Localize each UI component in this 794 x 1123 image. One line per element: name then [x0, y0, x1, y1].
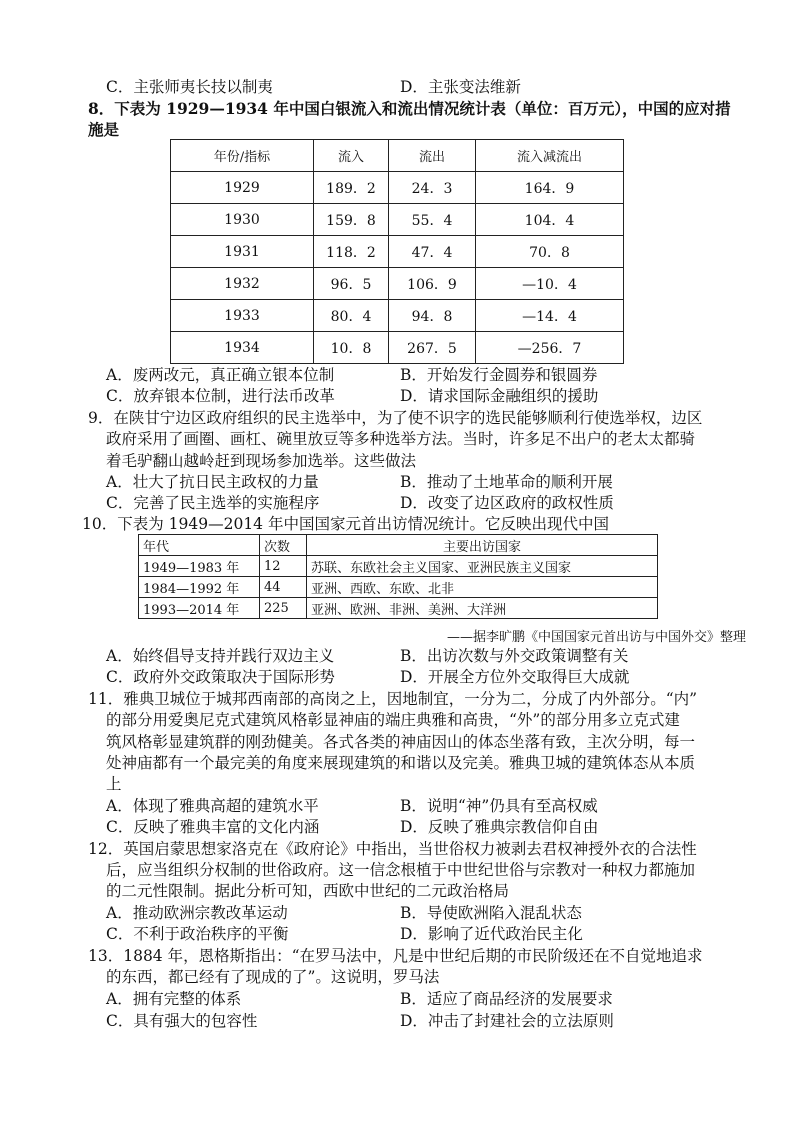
table-cell: 164．9: [476, 172, 624, 204]
table-cell: 10．8: [314, 332, 389, 364]
q9-stem-line2: 政府采用了画圈、画杠、碗里放豆等多种选举方法。当时，许多足不出户的老太太都骑: [106, 430, 696, 448]
q12-stem-line3: 的二元性限制。据此分析可知，西欧中世纪的二元政治格局: [106, 882, 510, 900]
q9-stem-line3: 着毛驴翻山越岭赶到现场参加选举。这些做法: [106, 452, 417, 470]
table-row: [171, 172, 624, 204]
q8-option-c: C．放弃银本位制，进行法币改革: [106, 387, 335, 405]
table-cell: —14．4: [476, 300, 624, 332]
table-row: [139, 577, 658, 598]
table-cell: 1931: [171, 236, 314, 268]
table-header-row: [171, 140, 624, 172]
q9-option-b: B．推动了土地革命的顺利开展: [400, 473, 613, 491]
table-cell: 1984—1992 年: [139, 577, 260, 598]
table-header-cell: 年代: [139, 535, 260, 556]
q9-option-a: A．壮大了抗日民主政权的力量: [106, 473, 319, 491]
table-cell: 亚洲、欧洲、非洲、美洲、大洋洲: [307, 598, 658, 619]
table-cell: 118．2: [314, 236, 389, 268]
q8-option-d: D．请求国际金融组织的援助: [400, 387, 599, 405]
table-row: [171, 268, 624, 300]
q13-option-d: D．冲击了封建社会的立法原则: [400, 1012, 614, 1030]
q10-source-note: ——据李旷鹏《中国国家元首出访与中国外交》整理: [446, 630, 746, 645]
q9-stem-line1: 9．在陕甘宁边区政府组织的民主选举中，为了使不识字的选民能够顺利行使选举权，边区: [88, 409, 703, 427]
q7-option-d: D．主张变法维新: [400, 78, 521, 96]
q12-option-d: D．影响了近代政治民主化: [400, 925, 583, 943]
table-cell: 1932: [171, 268, 314, 300]
q10-stem: 10．下表为 1949—2014 年中国国家元首出访情况统计。它反映出现代中国: [82, 515, 609, 533]
table-row: [171, 204, 624, 236]
table-cell: 267．5: [389, 332, 476, 364]
table-cell: 189．2: [314, 172, 389, 204]
table-cell: 80．4: [314, 300, 389, 332]
table-row: [171, 332, 624, 364]
table-cell: 106．9: [389, 268, 476, 300]
q10-option-b: B．出访次数与外交政策调整有关: [400, 647, 629, 665]
q13-option-a: A．拥有完整的体系: [106, 990, 242, 1008]
q10-option-d: D．开展全方位外交取得巨大成就: [400, 668, 630, 686]
q9-option-d: D．改变了边区政府的政权性质: [400, 494, 614, 512]
table-cell: 1933: [171, 300, 314, 332]
table-header-row: [139, 535, 658, 556]
table-cell: 1930: [171, 204, 314, 236]
q11-stem-line2: 的部分用爱奥尼克式建筑风格彰显神庙的端庄典雅和高贵，“外”的部分用多立克式建: [106, 711, 680, 729]
table-cell: 12: [260, 556, 307, 577]
q11-stem-line1: 11．雅典卫城位于城邦西南部的高岗之上，因地制宜，一分为二，分成了内外部分。“内”: [88, 690, 698, 708]
table-header-cell: 流入: [314, 140, 389, 172]
table-cell: 159．8: [314, 204, 389, 236]
table-cell: 亚洲、西欧、东欧、北非: [307, 577, 658, 598]
table-cell: 104．4: [476, 204, 624, 236]
q13-stem-line2: 的东西，都已经有了现成的了”。这说明，罗马法: [106, 968, 440, 986]
q11-stem-line4: 处神庙都有一个最完美的角度来展现建筑的和谐以及完美。雅典卫城的建筑体态从本质: [106, 754, 696, 772]
q10-option-c: C．政府外交政策取决于国际形势: [106, 668, 335, 686]
q12-stem-line2: 后，应当组织分权制的世俗政府。这一信念根植于中世纪世俗与宗教对一种权力都施加: [106, 861, 696, 879]
table-cell: 1934: [171, 332, 314, 364]
table-cell: 苏联、东欧社会主义国家、亚洲民族主义国家: [307, 556, 658, 577]
table-cell: 70．8: [476, 236, 624, 268]
q11-option-a: A．体现了雅典高超的建筑水平: [106, 797, 319, 815]
q13-option-b: B．适应了商品经济的发展要求: [400, 990, 613, 1008]
table-cell: —256．7: [476, 332, 624, 364]
table-cell: 96．5: [314, 268, 389, 300]
table-row: [139, 598, 658, 619]
q12-option-b: B．导使欧洲陷入混乱状态: [400, 904, 582, 922]
q11-stem-line3: 筑风格彰显建筑群的刚劲健美。各式各类的神庙因山的体态坐落有致，主次分明，每一: [106, 733, 696, 751]
table-cell: 44: [260, 577, 307, 598]
q11-stem-line5: 上: [106, 775, 122, 793]
table-cell: 55．4: [389, 204, 476, 236]
q7-option-c: C．主张师夷长技以制夷: [106, 78, 273, 96]
table-header-cell: 次数: [260, 535, 307, 556]
q8-option-b: B．开始发行金圆券和银圆券: [400, 366, 598, 384]
table-cell: 225: [260, 598, 307, 619]
q8-silver-table: [170, 139, 624, 364]
q11-option-d: D．反映了雅典宗教信仰自由: [400, 818, 599, 836]
q12-option-c: C．不利于政治秩序的平衡: [106, 925, 289, 943]
q12-stem-line1: 12．英国启蒙思想家洛克在《政府论》中指出，当世俗权力被剥去君权神授外衣的合法性: [88, 840, 697, 858]
table-header-cell: 流出: [389, 140, 476, 172]
q10-option-a: A．始终倡导支持并践行双边主义: [106, 647, 335, 665]
table-cell: 94．8: [389, 300, 476, 332]
q11-option-c: C．反映了雅典丰富的文化内涵: [106, 818, 320, 836]
table-cell: 47．4: [389, 236, 476, 268]
table-cell: 1929: [171, 172, 314, 204]
table-row: [171, 300, 624, 332]
table-cell: —10．4: [476, 268, 624, 300]
table-cell: 24．3: [389, 172, 476, 204]
table-header-cell: 流入减流出: [476, 140, 624, 172]
q9-option-c: C．完善了民主选举的实施程序: [106, 494, 320, 512]
q8-stem-line1: 8．下表为 1929—1934 年中国白银流入和流出情况统计表（单位：百万元），中国的应对措: [88, 99, 731, 118]
table-header-cell: 主要出访国家: [307, 535, 658, 556]
q13-stem-line1: 13．1884 年，恩格斯指出：“在罗马法中，凡是中世纪后期的市民阶级还在不自觉地追求: [88, 947, 703, 965]
table-cell: 1949—1983 年: [139, 556, 260, 577]
table-row: [139, 556, 658, 577]
q8-option-a: A．废两改元，真正确立银本位制: [106, 366, 335, 384]
q8-stem-line2: 施是: [88, 120, 120, 139]
table-header-cell: 年份/指标: [171, 140, 314, 172]
q12-option-a: A．推动欧洲宗教改革运动: [106, 904, 288, 922]
table-row: [171, 236, 624, 268]
table-cell: 1993—2014 年: [139, 598, 260, 619]
q13-option-c: C．具有强大的包容性: [106, 1012, 258, 1030]
q10-visits-table: [138, 534, 658, 619]
q11-option-b: B．说明“神”仍具有至高权威: [400, 797, 598, 815]
